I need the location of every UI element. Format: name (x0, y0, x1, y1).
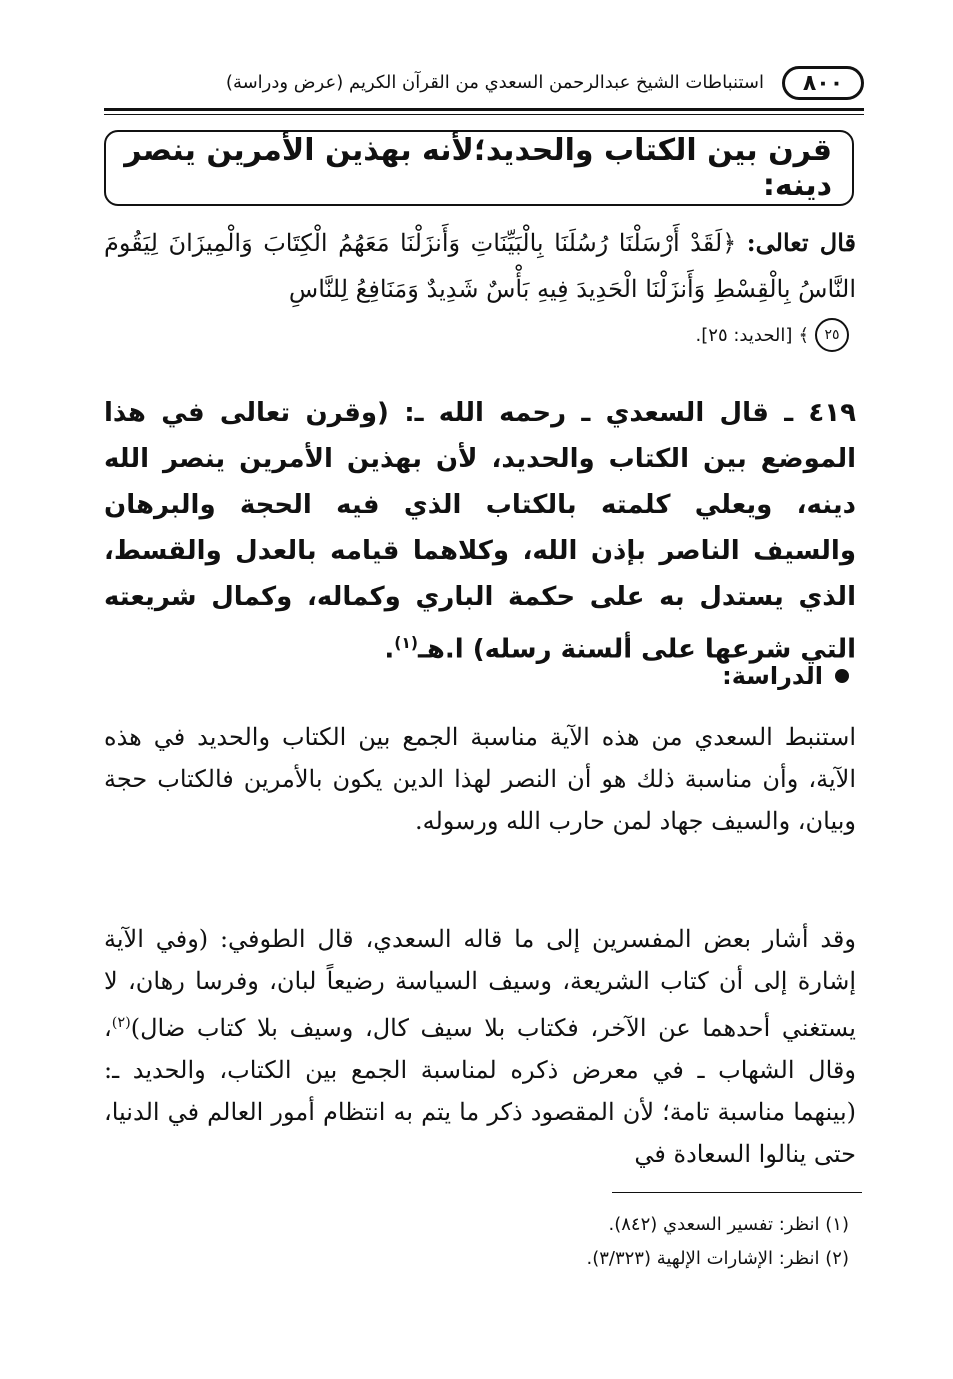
section-title: قرن بين الكتاب والحديد؛لأنه بهذين الأمرين ينصر دينه: (124, 133, 832, 203)
study-heading-text: الدراسة: (722, 662, 823, 690)
ayah-number-icon: ٢٥ (815, 318, 849, 352)
section-title-box (104, 130, 854, 206)
header-rule-thick (104, 108, 864, 111)
bullet-icon (835, 669, 849, 683)
saadi-quote-end: . (384, 634, 395, 665)
page-number: ٨٠٠ (782, 66, 864, 100)
page-header (104, 62, 864, 110)
footnotes (586, 1208, 849, 1276)
study-paragraph-2 (104, 918, 856, 1175)
header-rule-thin (104, 114, 864, 115)
footnote-marker-1: (١) (394, 634, 419, 652)
running-title: استنباطات الشيخ عبدالرحمن السعدي من القرآن الكريم (عرض ودراسة) (225, 72, 764, 93)
verse-lead: قال تعالى: (746, 228, 856, 257)
verse-reference-line (696, 318, 849, 352)
footnote-divider (612, 1192, 862, 1193)
footnote-item (586, 1242, 849, 1276)
verse-close-bracket: ﴾ (798, 324, 809, 346)
study-paragraph-2-part-b: ، وقال الشهاب ـ في معرض ذكره لمناسبة الجمع بين الكتاب، والحديد ـ: (بينهما مناسبة تامة؛ لأن المقصود ذكر ما يتم به انتظام أمور العالم في الدنيا، حتى ينالوا السعادة في (104, 1014, 857, 1168)
footnote-text: انظر: الإشارات الإلهية (٣/٣٢٣). (586, 1248, 820, 1269)
saadi-quote-paragraph (104, 390, 856, 673)
quran-verse (104, 220, 856, 312)
verse-text: ﴿لَقَدْ أَرْسَلْنَا رُسُلَنَا بِالْبَيِّنَاتِ وَأَنزَلْنَا مَعَهُمُ الْكِتَابَ وَالْمِيزَانَ لِيَقُومَ النَّاسُ بِالْقِسْطِ وَأَنزَلْنَا الْحَدِيدَ فِيهِ بَأْسٌ شَدِيدٌ وَمَنَافِعُ لِلنَّاسِ (104, 229, 856, 303)
footnote-text: انظر: تفسير السعدي (٨٤٢). (608, 1214, 820, 1235)
verse-reference: [الحديد: ٢٥]. (695, 324, 793, 346)
footnote-item (586, 1208, 849, 1242)
study-heading (722, 662, 849, 690)
study-paragraph-2-part-a: وقد أشار بعض المفسرين إلى ما قاله السعدي، قال الطوفي: (وفي الآية إشارة إلى أن كتاب الشريعة، وسيف السياسة رضيعاً لبان، وفرسا رهان، لا يستغني أحدهما عن الآخر، فكتاب بلا سيف كال، وسيف بلا كتاب ضال) (104, 925, 856, 1042)
footnote-number: (١) (825, 1214, 849, 1235)
study-paragraph-1: استنبط السعدي من هذه الآية مناسبة الجمع بين الكتاب والحديد في هذه الآية، وأن مناسبة ذلك هو أن النصر لهذا الدين يكون بالأمرين فالكتاب حجة وبيان، والسيف جهاد لمن حارب الله ورسوله. (104, 723, 856, 835)
saadi-quote-text: ٤١٩ ـ قال السعدي ـ رحمه الله ـ: (وقرن تعالى في هذا الموضع بين الكتاب والحديد، لأن بهذين الأمرين ينصر الله دينه، ويعلي كلمته بالكتاب الذي فيه الحجة والبرهان والسيف الناصر بإذن الله، وكلاهما قيامه بالعدل والقسط، الذي يستدل به على حكمة الباري وكماله، وكمال شريعته التي شرعها على ألسنة رسله) ا.هـ (104, 398, 856, 665)
footnote-marker-2: (٢) (111, 1015, 131, 1031)
footnote-number: (٢) (825, 1248, 849, 1269)
